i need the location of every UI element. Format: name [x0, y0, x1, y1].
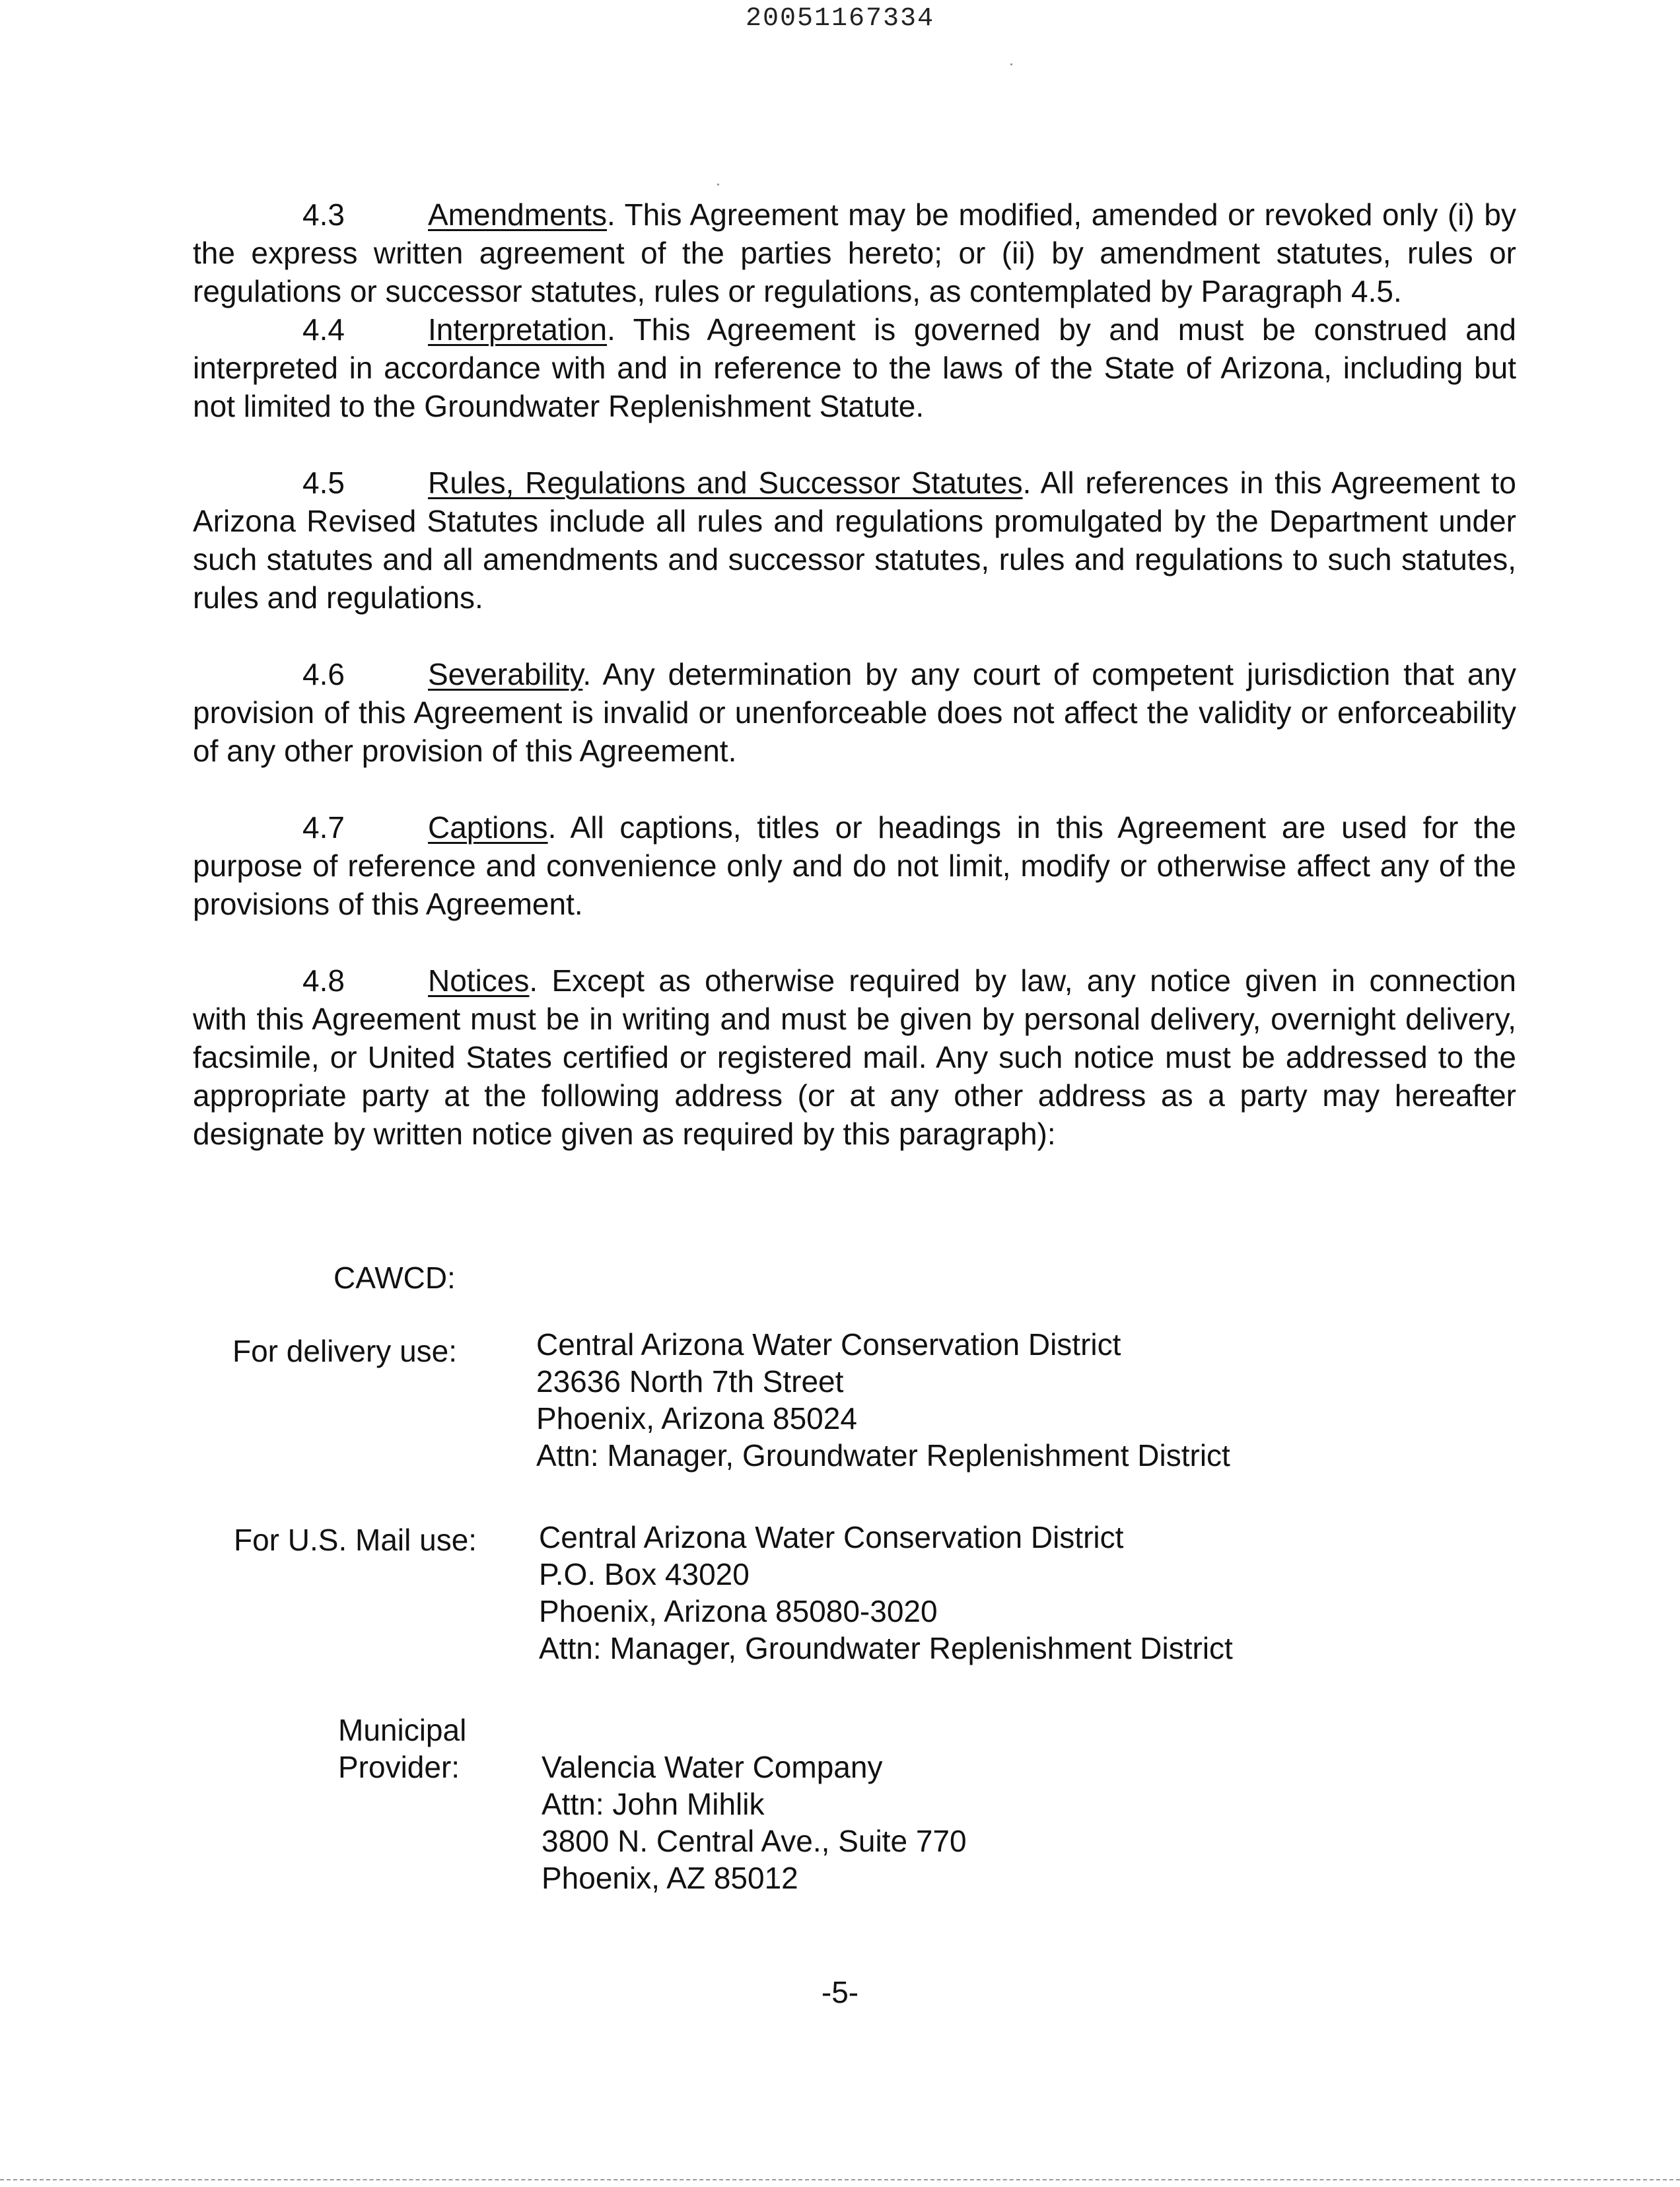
section-title: Amendments: [428, 197, 608, 232]
address-line: Attn: Manager, Groundwater Replenishment District: [539, 1631, 1233, 1665]
cawcd-label: CAWCD:: [333, 1261, 456, 1295]
provider-address-block: [0, 1712, 1680, 1903]
section-title: Captions: [428, 810, 548, 845]
mail-address-lines: [539, 1519, 1233, 1667]
address-line: Valencia Water Company: [542, 1750, 883, 1784]
provider-address-lines: [542, 1749, 967, 1896]
section-4-6: [193, 655, 1516, 770]
delivery-label: For delivery use:: [232, 1334, 458, 1368]
provider-label-line: Provider:: [338, 1750, 460, 1784]
section-4-7: [193, 808, 1516, 923]
section-4-8: [193, 961, 1516, 1153]
section-title: Severability: [428, 657, 583, 691]
address-line: Central Arizona Water Conservation District: [536, 1327, 1121, 1362]
document-number: 20051167334: [745, 4, 935, 34]
delivery-address-block: [0, 1327, 1680, 1491]
address-line: Attn: John Mihlik: [542, 1787, 765, 1821]
section-title: Rules, Regulations and Successor Statutes: [428, 466, 1023, 500]
address-line: P.O. Box 43020: [539, 1557, 750, 1591]
section-text: . Except as otherwise required by law, any notice given in connection with this Agreement must be in writing and must be given by personal delivery, overnight delivery, facsimile, or United States certified or registered mail. Any such notice must be addressed to the appropriate party at the following address (or at any other address as a party may hereafter designate by written notice given as required by this paragraph):: [193, 963, 1516, 1151]
mail-address-block: [0, 1521, 1680, 1680]
address-line: 3800 N. Central Ave., Suite 770: [542, 1824, 967, 1858]
section-text: . All captions, titles or headings in this Agreement are used for the purpose of reference and convenience only and do not limit, modify or otherwise affect any of the provisions of this Agreement.: [193, 810, 1516, 921]
section-text: . This Agreement is governed by and must be construed and interpreted in accordance with and in reference to the laws of the State of Arizona, including but not limited to the Groundwater Replenishment Statute.: [193, 312, 1516, 423]
address-line: Central Arizona Water Conservation District: [539, 1520, 1124, 1554]
section-number: 4.3: [302, 197, 345, 232]
section-number: 4.5: [302, 466, 345, 500]
section-number: 4.6: [302, 657, 345, 691]
section-number: 4.8: [302, 963, 345, 998]
delivery-address-lines: [536, 1326, 1230, 1474]
section-4-5: [193, 464, 1516, 617]
section-text: . This Agreement may be modified, amended or revoked only (i) by the express written agreement of the parties hereto; or (ii) by amendment statutes, rules or regulations or successor statutes, rules or regulations, as contemplated by Paragraph 4.5.: [193, 197, 1516, 308]
section-4-3: [193, 195, 1516, 310]
section-number: 4.7: [302, 810, 345, 845]
address-line: Attn: Manager, Groundwater Replenishment District: [536, 1438, 1230, 1473]
agreement-body: [193, 195, 1516, 1153]
section-number: 4.4: [302, 312, 345, 347]
provider-label-line: Municipal: [338, 1713, 467, 1747]
section-text: . Any determination by any court of competent jurisdiction that any provision of this Agreement is invalid or unenforceable does not affect the validity or enforceability of any other provision of this Agreement.: [193, 657, 1516, 768]
address-line: Phoenix, Arizona 85080-3020: [539, 1594, 938, 1628]
page-number: -5-: [821, 1975, 859, 2009]
scan-speck: [717, 184, 719, 186]
mail-label: For U.S. Mail use:: [234, 1523, 477, 1557]
address-line: 23636 North 7th Street: [536, 1364, 844, 1399]
scan-speck: [1010, 63, 1012, 65]
section-title: Interpretation: [428, 312, 608, 347]
provider-label: [338, 1712, 466, 1786]
address-line: Phoenix, Arizona 85024: [536, 1401, 857, 1436]
section-text: . All references in this Agreement to Arizona Revised Statutes include all rules and regulations promulgated by the Department under such statutes and all amendments and successor statutes, rules and regulations to such statutes, rules and regulations.: [193, 466, 1516, 615]
scan-edge-rule: [0, 2179, 1680, 2180]
section-4-4: [193, 310, 1516, 425]
section-title: Notices: [428, 963, 530, 998]
address-line: Phoenix, AZ 85012: [542, 1861, 798, 1895]
